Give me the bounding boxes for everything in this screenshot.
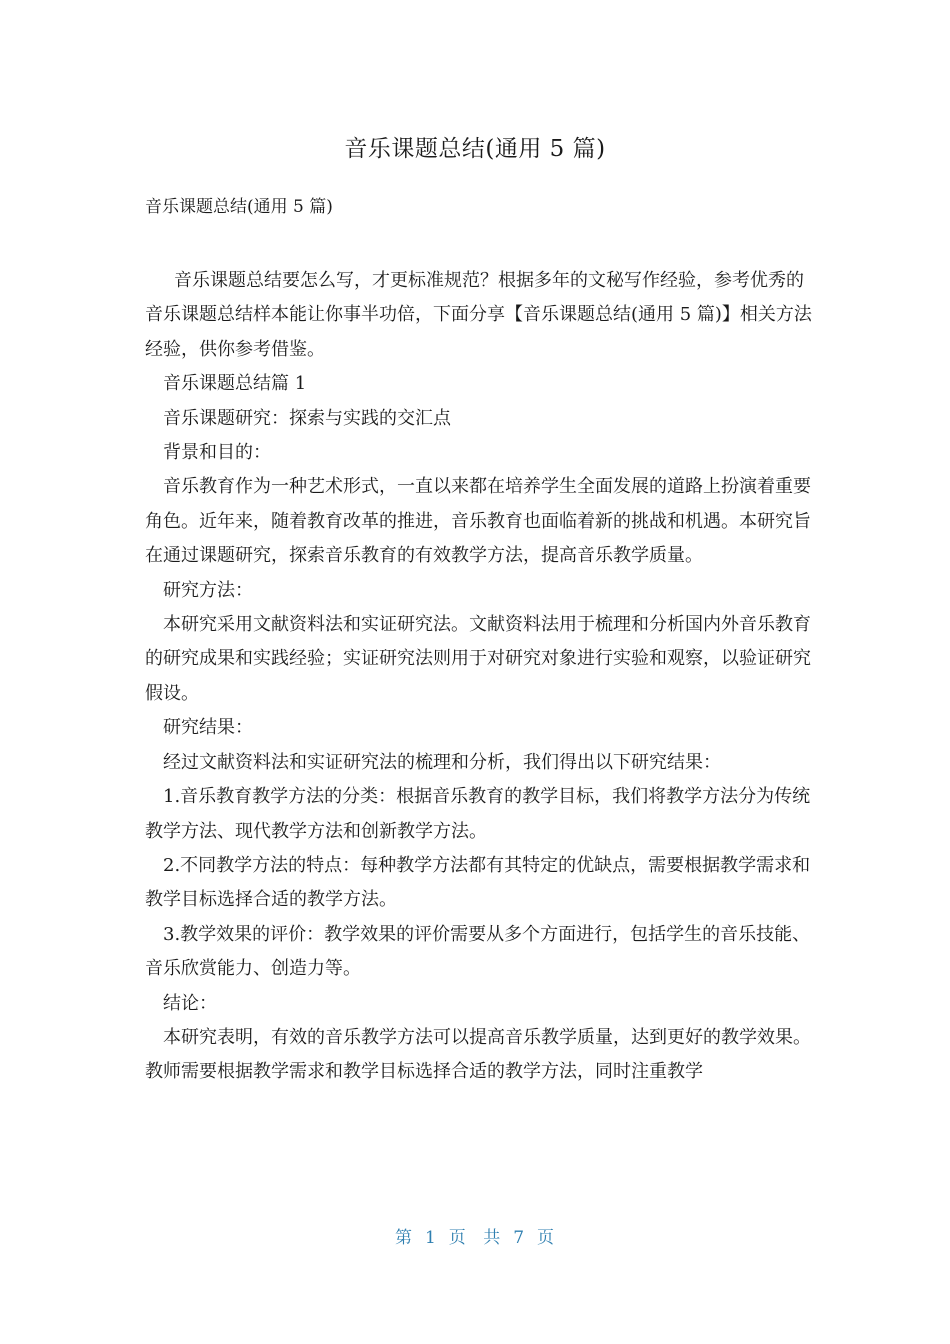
paragraph-conclusion: 本研究表明，有效的音乐教学方法可以提高音乐教学质量，达到更好的教学效果。教师需要根据教学需求和教学目标选择合适的教学方法，同时注重教学 <box>145 1026 811 1083</box>
document-body <box>145 264 815 1090</box>
document-subtitle: 音乐课题总结(通用 5 篇) <box>145 197 333 217</box>
section-heading: 音乐课题总结篇 1 <box>163 373 307 395</box>
page-footer <box>0 1226 950 1250</box>
list-item-2: 2.不同教学方法的特点：每种教学方法都有其特定的优缺点，需要根据教学需求和教学目标选择合适的教学方法。 <box>145 854 811 911</box>
footer-label-end: 页 <box>537 1228 556 1248</box>
research-title: 音乐课题研究：探索与实践的交汇点 <box>163 407 451 429</box>
list-item-3: 3.教学效果的评价：教学效果的评价需要从多个方面进行，包括学生的音乐技能、音乐欣赏能力、创造力等。 <box>145 923 811 980</box>
footer-total-pages: 7 <box>513 1228 526 1248</box>
footer-label-page: 第 <box>394 1228 413 1248</box>
subheading-results: 研究结果： <box>163 717 253 739</box>
paragraph-results-intro: 经过文献资料法和实证研究法的梳理和分析，我们得出以下研究结果： <box>163 751 721 773</box>
paragraph-background: 音乐教育作为一种艺术形式，一直以来都在培养学生全面发展的道路上扮演着重要角色。近年来，随着教育改革的推进，音乐教育也面临着新的挑战和机遇。本研究旨在通过课题研究，探索音乐教育的有效教学方法，提高音乐教学质量。 <box>145 476 811 567</box>
subheading-method: 研究方法： <box>163 579 253 601</box>
footer-label-of: 页 共 <box>448 1228 502 1248</box>
intro-paragraph: 音乐课题总结要怎么写，才更标准规范？根据多年的文秘写作经验，参考优秀的音乐课题总结样本能让你事半功倍，下面分享【音乐课题总结(通用 5 篇)】相关方法经验，供你参考借鉴。 <box>145 270 812 360</box>
footer-current-page: 1 <box>424 1228 437 1248</box>
paragraph-method: 本研究采用文献资料法和实证研究法。文献资料法用于梳理和分析国内外音乐教育的研究成果和实践经验；实证研究法则用于对研究对象进行实验和观察，以验证研究假设。 <box>145 614 811 704</box>
subheading-conclusion: 结论： <box>163 992 217 1014</box>
list-item-1: 1.音乐教育教学方法的分类：根据音乐教育的教学目标，我们将教学方法分为传统教学方法、现代教学方法和创新教学方法。 <box>145 786 811 842</box>
document-title: 音乐课题总结(通用 5 篇) <box>344 136 606 162</box>
subheading-background: 背景和目的： <box>163 442 271 464</box>
